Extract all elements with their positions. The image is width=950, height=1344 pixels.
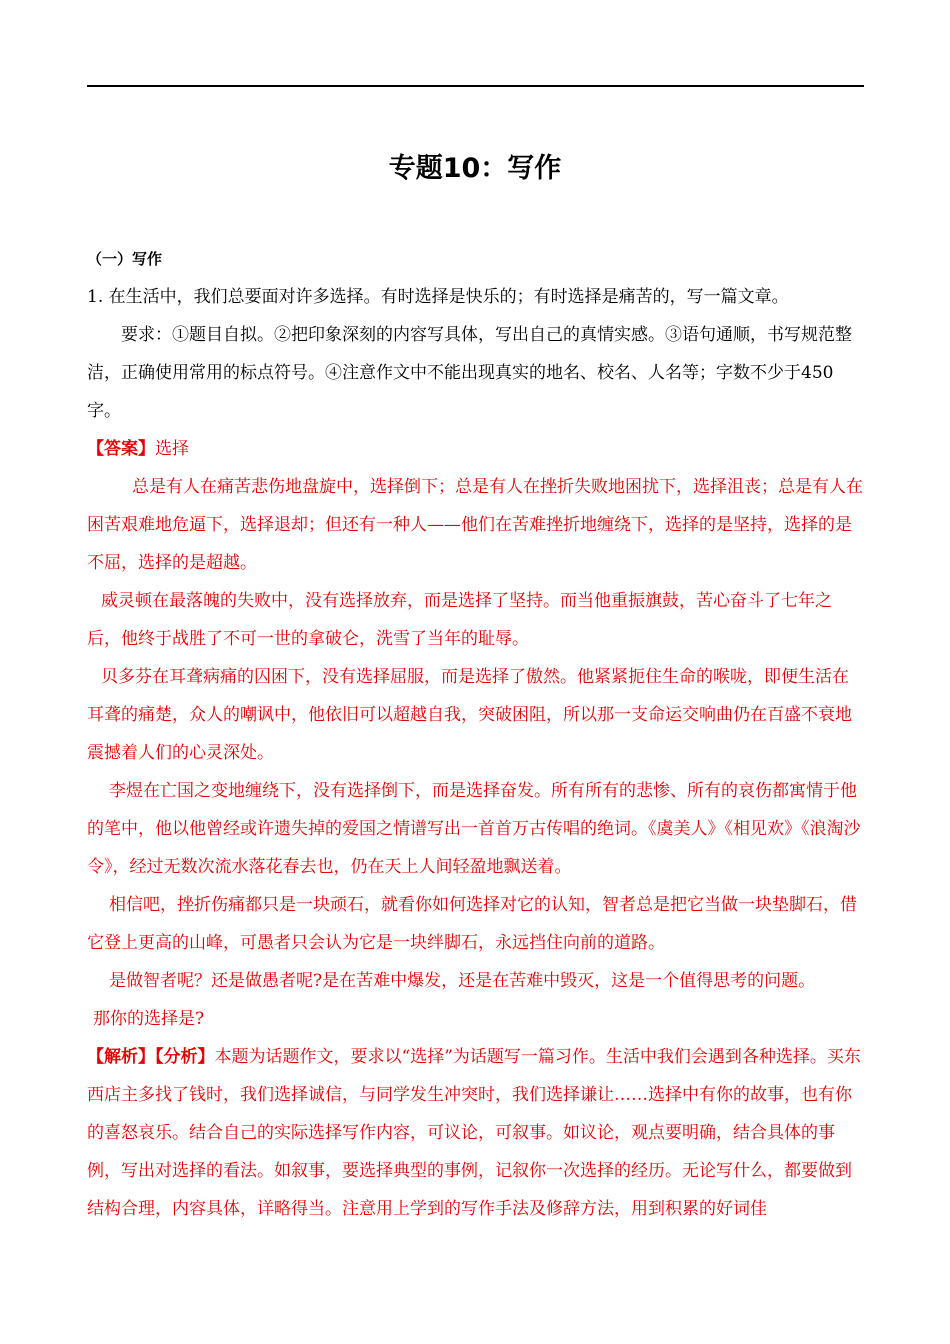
document-body bbox=[87, 240, 864, 1228]
essay-paragraph: 威灵顿在最落魄的失败中，没有选择放弃，而是选择了坚持。而当他重振旗鼓，苦心奋斗了七年之后，他终于战胜了不可一世的拿破仑，洗雪了当年的耻辱。 bbox=[87, 591, 832, 649]
answer-heading bbox=[87, 430, 864, 468]
page-title: 专题10：写作 bbox=[388, 153, 562, 184]
analysis-label: 【解析】【分析】 bbox=[87, 1047, 215, 1067]
essay-paragraph: 贝多芬在耳聋病痛的囚困下，没有选择屈服，而是选择了傲然。他紧紧扼住生命的喉咙，即便生活在耳聋的痛楚，众人的嘲讽中，他依旧可以超越自我，突破困阻，所以那一支命运交响曲仍在百盛不衰地震撼着人们的心灵深处。 bbox=[87, 667, 852, 763]
analysis-text: 本题为话题作文，要求以“选择”为话题写一篇习作。生活中我们会遇到各种选择。买东西店主多找了钱时，我们选择诚信，与同学发生冲突时，我们选择谦让……选择中有你的故事，也有你的喜怒哀乐。结合自己的实际选择写作内容，可议论，可叙事。如议论，观点要明确，结合具体的事例，写出对选择的看法。如叙事，要选择典型的事例，记叙你一次选择的经历。无论写什么，都要做到结构合理，内容具体，详略得当。注意用上学到的写作手法及修辞方法，用到积累的好词佳 bbox=[87, 1047, 861, 1219]
header-rule bbox=[87, 85, 864, 87]
question-text: 1. 在生活中，我们总要面对许多选择。有时选择是快乐的；有时选择是痛苦的，写一篇文章。 bbox=[87, 287, 789, 307]
essay-paragraph: 李煜在亡国之变地缠绕下，没有选择倒下，而是选择奋发。所有所有的悲惨、所有的哀伤都寓情于他的笔中，他以他曾经或许遗失掉的爱国之情谱写出一首首万古传唱的绝词。《虞美人》《相见欢》《浪淘沙令》，经过无数次流水落花春去也，仍在天上人间轻盈地飘送着。 bbox=[87, 781, 861, 877]
essay-paragraph: 相信吧，挫折伤痛都只是一块顽石，就看你如何选择对它的认知，智者总是把它当做一块垫脚石，借它登上更高的山峰，可愚者只会认为它是一块绊脚石，永远挡住向前的道路。 bbox=[87, 895, 857, 953]
answer-label: 【答案】 bbox=[87, 439, 155, 459]
essay-paragraph: 总是有人在痛苦悲伤地盘旋中，选择倒下；总是有人在挫折失败地困扰下，选择沮丧；总是有人在困苦艰难地危逼下，选择退却；但还有一种人——他们在苦难挫折地缠绕下，选择的是坚持，选择的是不屈，选择的是超越。 bbox=[87, 477, 863, 573]
essay-paragraph: 那你的选择是? bbox=[93, 1009, 205, 1029]
analysis-paragraph bbox=[87, 1038, 864, 1228]
section-heading: （一）写作 bbox=[87, 250, 163, 268]
requirements-text: 要求：①题目自拟。②把印象深刻的内容写具体，写出自己的真情实感。③语句通顺，书写规范整洁，正确使用常用的标点符号。④注意作文中不能出现真实的地名、校名、人名等；字数不少于450字。 bbox=[87, 325, 852, 421]
answer-title: 选择 bbox=[155, 439, 189, 459]
essay-paragraph: 是做智者呢？还是做愚者呢?是在苦难中爆发，还是在苦难中毁灭，这是一个值得思考的问题。 bbox=[109, 971, 816, 991]
